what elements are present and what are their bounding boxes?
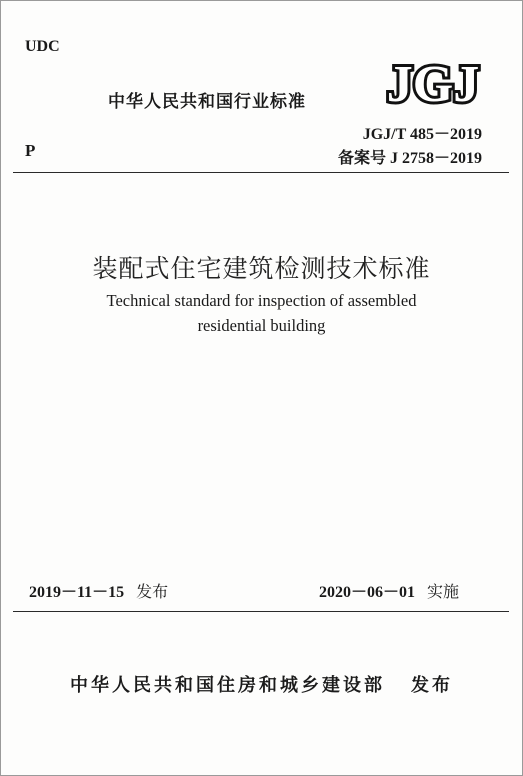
date-divider [13,611,509,612]
issue-label: 发布 [136,582,169,601]
effective-label: 实施 [427,582,460,601]
issue-date-block [29,579,168,602]
title-chinese: 装配式住宅建筑检测技术标准 [92,254,431,283]
title-english [1,288,522,338]
standard-type-heading: 中华人民共和国行业标准 [108,92,306,111]
publish-label: 发布 [411,675,453,696]
title-english-line1: Technical standard for inspection of assembled [106,291,417,310]
standard-number: JGJ/T 485－2019 [362,126,482,143]
jgj-logo [383,55,483,111]
title-english-line2: residential building [197,316,326,335]
logo-text: JGJ [386,56,480,111]
publisher-name: 中华人民共和国住房和城乡建设部 [70,675,385,696]
header-divider [13,172,509,173]
effective-date-block [319,579,459,602]
category-code: P [25,141,36,160]
udc-label: UDC [25,38,60,55]
effective-date: 2020－06－01 [319,584,416,601]
record-number: 备案号 J 2758－2019 [337,150,482,167]
publisher-line [1,671,522,697]
issue-date: 2019－11－15 [29,584,125,601]
